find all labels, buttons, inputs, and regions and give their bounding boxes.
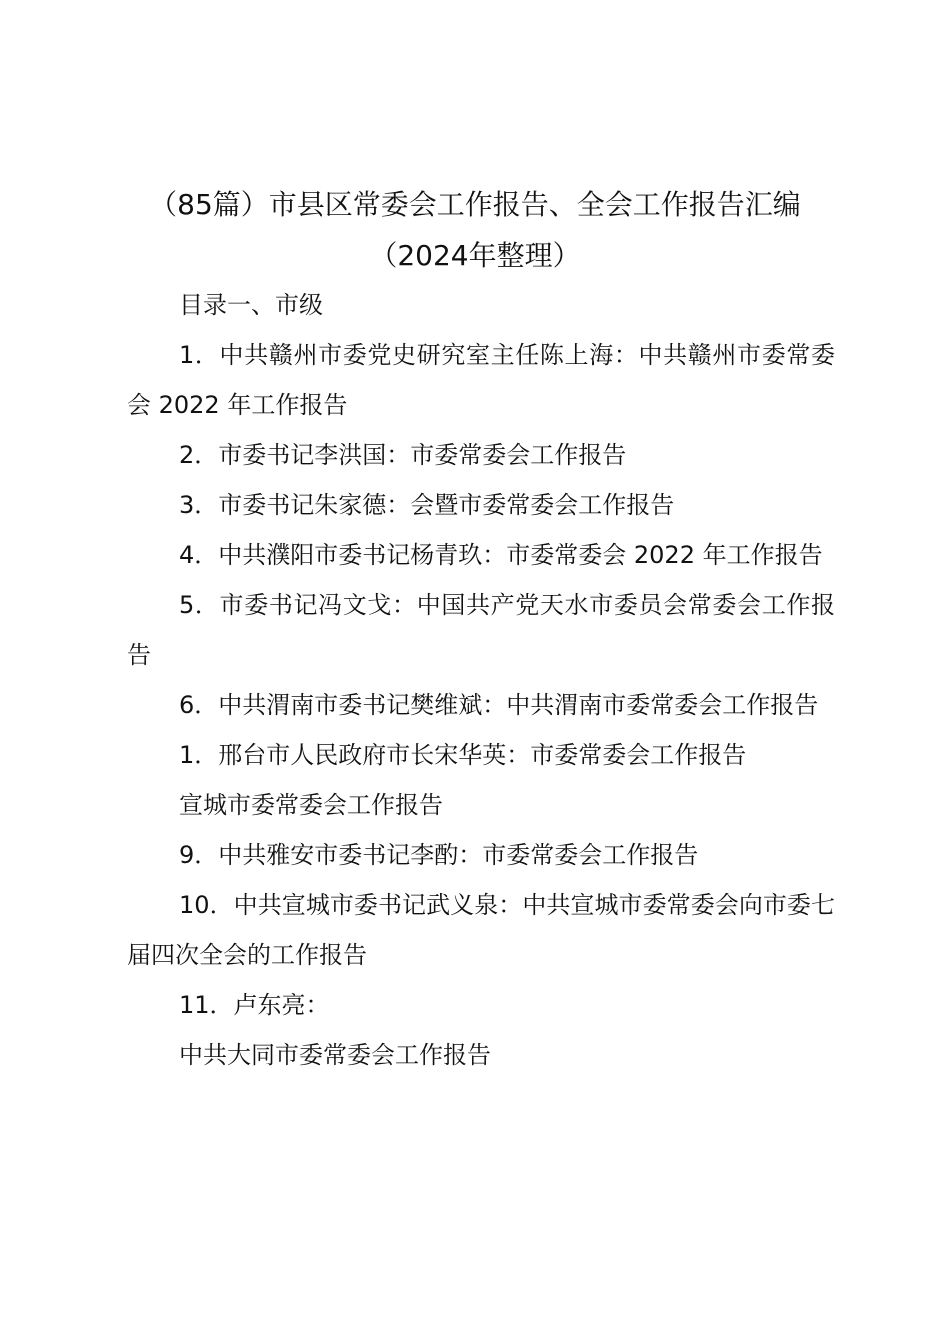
toc-item: 中共大同市委常委会工作报告 (179, 1041, 491, 1069)
toc-item: 11．卢东亮： (179, 991, 330, 1019)
toc-item: 10．中共宣城市委书记武义泉：中共宣城市委常委会向市委七届四次全会的工作报告 (127, 891, 835, 969)
toc-item: 9．中共雅安市委书记李酌：市委常委会工作报告 (179, 841, 699, 869)
toc-item: 1．中共赣州市委党史研究室主任陈上海：中共赣州市委常委会 2022 年工作报告 (127, 341, 835, 419)
toc-item: 3．市委书记朱家德：会暨市委常委会工作报告 (179, 491, 675, 519)
toc-heading: 目录一、市级 (179, 291, 323, 319)
toc-item: 4．中共濮阳市委书记杨青玖：市委常委会 2022 年工作报告 (179, 541, 823, 569)
toc-item: 6．中共渭南市委书记樊维斌：中共渭南市委常委会工作报告 (179, 691, 819, 719)
document-title: （85篇）市县区常委会工作报告、全会工作报告汇编 (149, 188, 801, 221)
document-subtitle: （2024年整理） (369, 239, 581, 272)
toc-item: 1．邢台市人民政府市长宋华英：市委常委会工作报告 (179, 741, 747, 769)
toc-item: 宣城市委常委会工作报告 (179, 791, 443, 819)
toc-item: 2．市委书记李洪国：市委常委会工作报告 (179, 441, 627, 469)
toc-item: 5．市委书记冯文戈：中国共产党天水市委员会常委会工作报告 (127, 591, 835, 669)
table-of-contents (127, 280, 835, 1080)
